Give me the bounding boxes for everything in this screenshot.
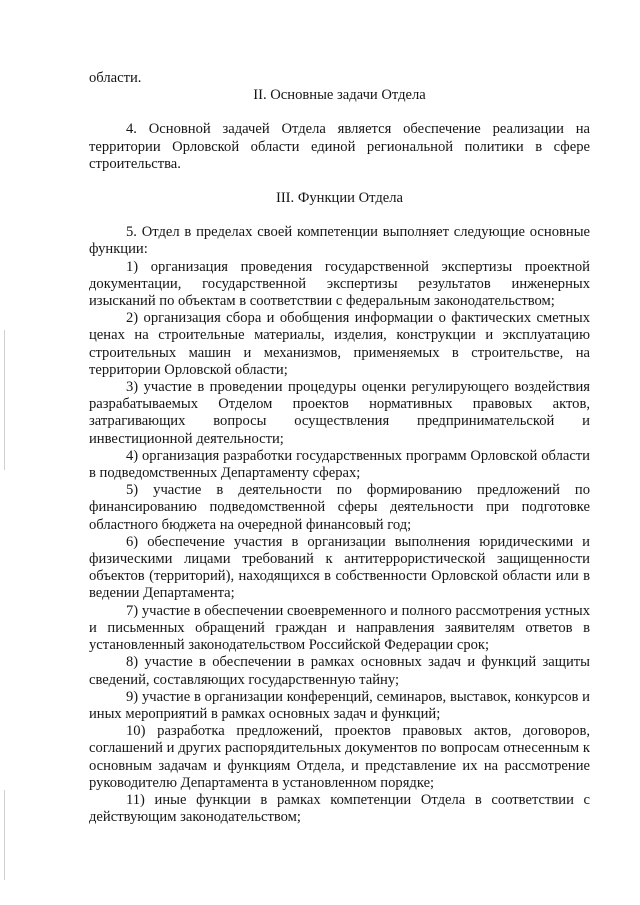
function-item-11: 11) иные функции в рамках компетенции Отдела в соответствии с действующим законодательством; (89, 791, 590, 826)
function-item-10: 10) разработка предложений, проектов правовых актов, договоров, соглашений и других распорядительных документов по вопросам отнесенным к основным задачам и функциям Отдела, и представление их на рассмотрение руководителю Департамента в установленном порядке; (89, 723, 590, 791)
function-item-9: 9) участие в организации конференций, семинаров, выставок, конкурсов и иных мероприятий в рамках основных задач и функций; (89, 688, 590, 722)
scan-artifact-left-lower (4, 790, 5, 880)
function-item-5: 5) участие в деятельности по формированию предложений по финансированию подведомственной сферы деятельности при подготовке областного бюджета на очередной финансовый год; (89, 482, 590, 533)
spacer (89, 173, 590, 190)
function-item-3: 3) участие в проведении процедуры оценки регулирующего воздействия разрабатываемых Отделом проектов нормативных правовых актов, затрагивающих вопросы осуществления предпринимательской и инвестиционной деятельности; (89, 379, 590, 447)
section-3-intro: 5. Отдел в пределах своей компетенции выполняет следующие основные функции: (89, 224, 590, 258)
function-item-2: 2) организация сбора и обобщения информации о фактических сметных ценах на строительные материалы, изделия, конструкции и эксплуатацию строительных машин и механизмов, применяемых в строительстве, на территории Орловской области; (89, 310, 590, 378)
section-3-heading: III. Функции Отдела (275, 190, 404, 207)
section-2-heading: II. Основные задачи Отдела (253, 87, 426, 104)
function-item-6: 6) обеспечение участия в организации выполнения юридическими и физическими лицами требований к антитеррористической защищенности объектов (территорий), находящихся в собственности Орловской области или в ведении Департамента; (89, 533, 590, 602)
function-item-1: 1) организация проведения государственной экспертизы проектной документации, государственной экспертизы результатов инженерных изысканий по объектам в соответствии с федеральным законодательством; (89, 258, 590, 310)
spacer (89, 207, 590, 224)
function-item-8: 8) участие в обеспечении в рамках основных задач и функций защиты сведений, составляющих государственную тайну; (89, 654, 590, 688)
section-2-paragraph: 4. Основной задачей Отдела является обеспечение реализации на территории Орловской области единой региональной политики в сфере строительства. (89, 121, 590, 172)
scan-artifact-left (4, 330, 5, 470)
continuation-text: области. (89, 70, 142, 86)
spacer (89, 104, 590, 121)
function-item-4: 4) организация разработки государственных программ Орловской области в подведомственных Департаменту сферах; (89, 447, 590, 482)
document-text (89, 70, 590, 826)
function-item-7: 7) участие в обеспечении своевременного и полного рассмотрения устных и письменных обращений граждан и направления заявителям ответов в установленный законодательством Российской Федерации срок; (89, 602, 590, 654)
